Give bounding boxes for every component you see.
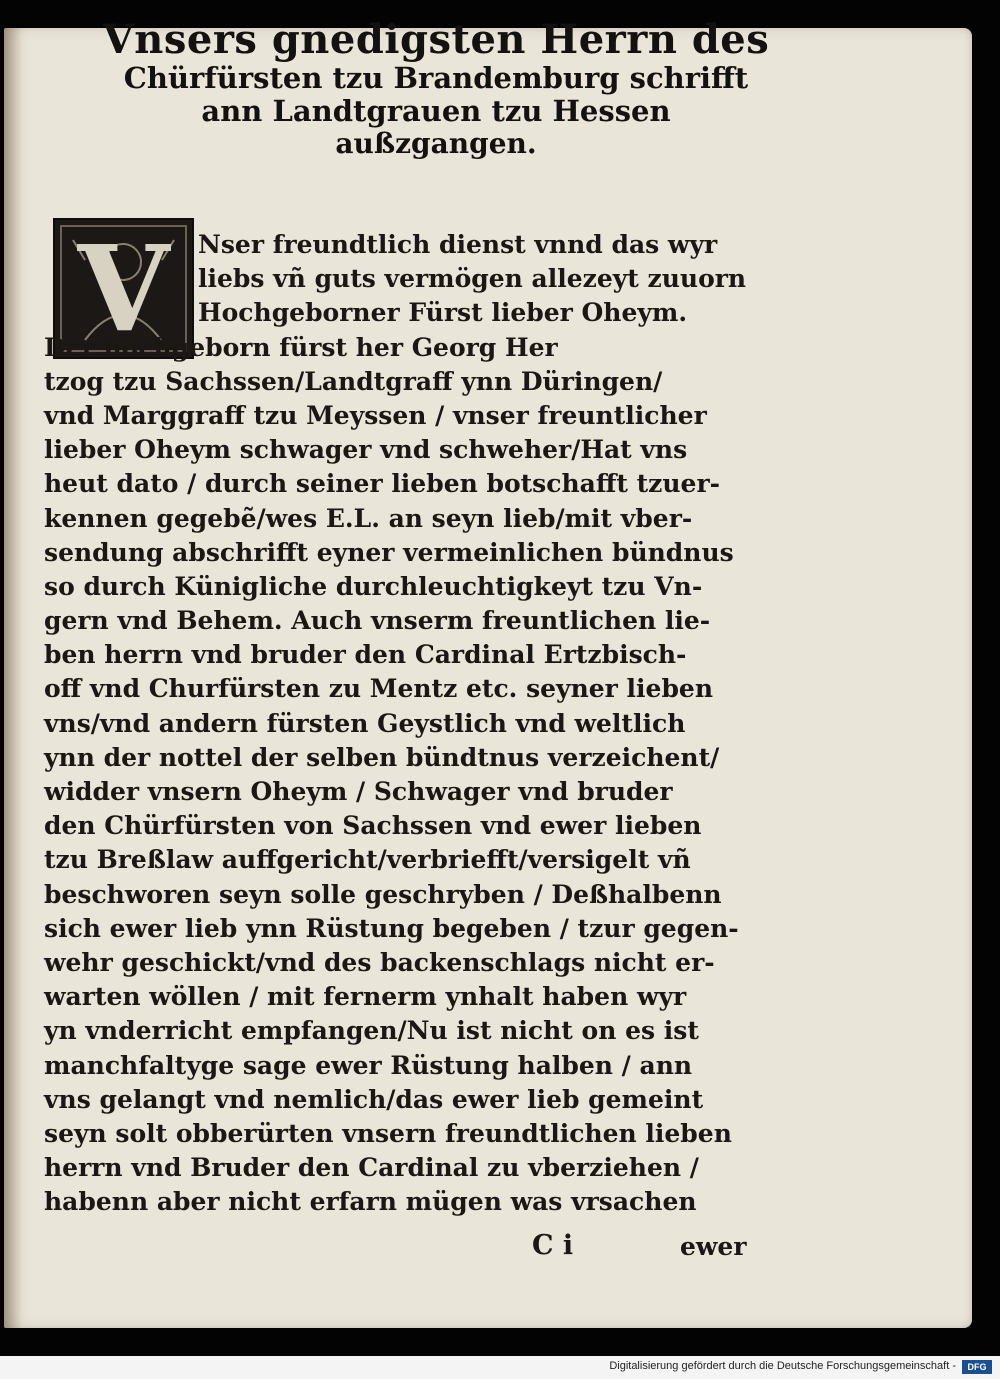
text-line: gern vnd Behem. Auch vnserm freuntlichen lie-	[44, 606, 711, 636]
initial-letter: V	[77, 219, 170, 358]
dfg-logo[interactable]: DFG	[962, 1360, 992, 1374]
catchword: ewer	[680, 1232, 747, 1261]
text-line: lieber Oheym schwager vnd schweher/Hat vns	[44, 435, 688, 465]
text-line: Nser freundtlich dienst vnnd das wyr	[198, 230, 718, 259]
text-line: tzu Breßlaw auffgericht/verbriefft/versigelt vñ	[44, 845, 691, 875]
text-line: vns gelangt vnd nemlich/das ewer lieb gemeint	[44, 1084, 704, 1114]
text-line: herrn vnd Bruder den Cardinal zu vberziehen /	[44, 1153, 699, 1183]
text-line: ynn der nottel der selben bündtnus verzeichent/	[44, 742, 720, 772]
text-line: sendung abschrifft eyner vermeinlichen bündnus	[44, 537, 734, 567]
text-line: wehr geschickt/vnd des backenschlags nicht er-	[44, 947, 715, 977]
body-text	[44, 228, 770, 1219]
title-line-2: Chürfürsten tzu Brandemburg schrifft	[123, 61, 749, 95]
funding-footer	[0, 1356, 1000, 1379]
text-line: vns/vnd andern fürsten Geystlich vnd weltlich	[44, 708, 686, 738]
text-line: yn vnderricht empfangen/Nu ist nicht on es ist	[44, 1016, 699, 1046]
text-line: widder vnsern Oheym / Schwager vnd bruder	[44, 777, 673, 806]
text-line: seyn solt obberürten vnsern freundtlichen lieben	[44, 1118, 732, 1148]
text-line: liebs vñ guts vermögen allezeyt zuuorn	[198, 264, 747, 294]
page-spine-shadow	[4, 28, 22, 1328]
text-line: vnd Marggraff tzu Meyssen / vnser freuntlicher	[44, 400, 707, 430]
text-line: so durch Künigliche durchleuchtigkeyt tzu Vn-	[44, 571, 703, 601]
text-line: tzog tzu Sachssen/Landtgraff ynn Düringen/	[44, 366, 663, 396]
title-block	[56, 16, 816, 160]
title-line-3: ann Landtgrauen tzu Hessen	[201, 94, 671, 128]
text-line: kennen gegebẽ/wes E.L. an seyn lieb/mit vber-	[44, 503, 693, 533]
text-line: Hochgeborner Fürst lieber Oheym.	[198, 298, 688, 328]
text-line: beschworen seyn solle geschryben / Deßhalbenn	[44, 879, 722, 909]
signature-mark: C i	[532, 1230, 574, 1261]
title-line-1: Vnsers gnedigsten Herrn des	[102, 16, 770, 63]
text-line: heut dato / durch seiner lieben botschafft tzuer-	[44, 469, 721, 499]
text-line: warten wöllen / mit fernerm ynhalt haben wyr	[44, 982, 687, 1012]
funding-text: Digitalisierung gefördert durch die Deutsche Forschungsgemeinschaft -	[609, 1360, 956, 1372]
text-line: habenn aber nicht erfarn mügen was vrsachen	[44, 1187, 697, 1217]
text-line: den Chürfürsten von Sachssen vnd ewer lieben	[44, 811, 702, 841]
text-line: sich ewer lieb ynn Rüstung begeben / tzur gegen-	[44, 913, 739, 943]
text-line: manchfaltyge sage ewer Rüstung halben / ann	[44, 1050, 693, 1080]
text-line: Der hochgeborn fürst her Georg Her	[44, 332, 558, 362]
text-line: off vnd Churfürsten zu Mentz etc. seyner lieben	[44, 674, 714, 704]
text-line: ben herrn vnd bruder den Cardinal Ertzbisch-	[44, 640, 687, 670]
title-line-4: außzgangen.	[335, 127, 537, 160]
